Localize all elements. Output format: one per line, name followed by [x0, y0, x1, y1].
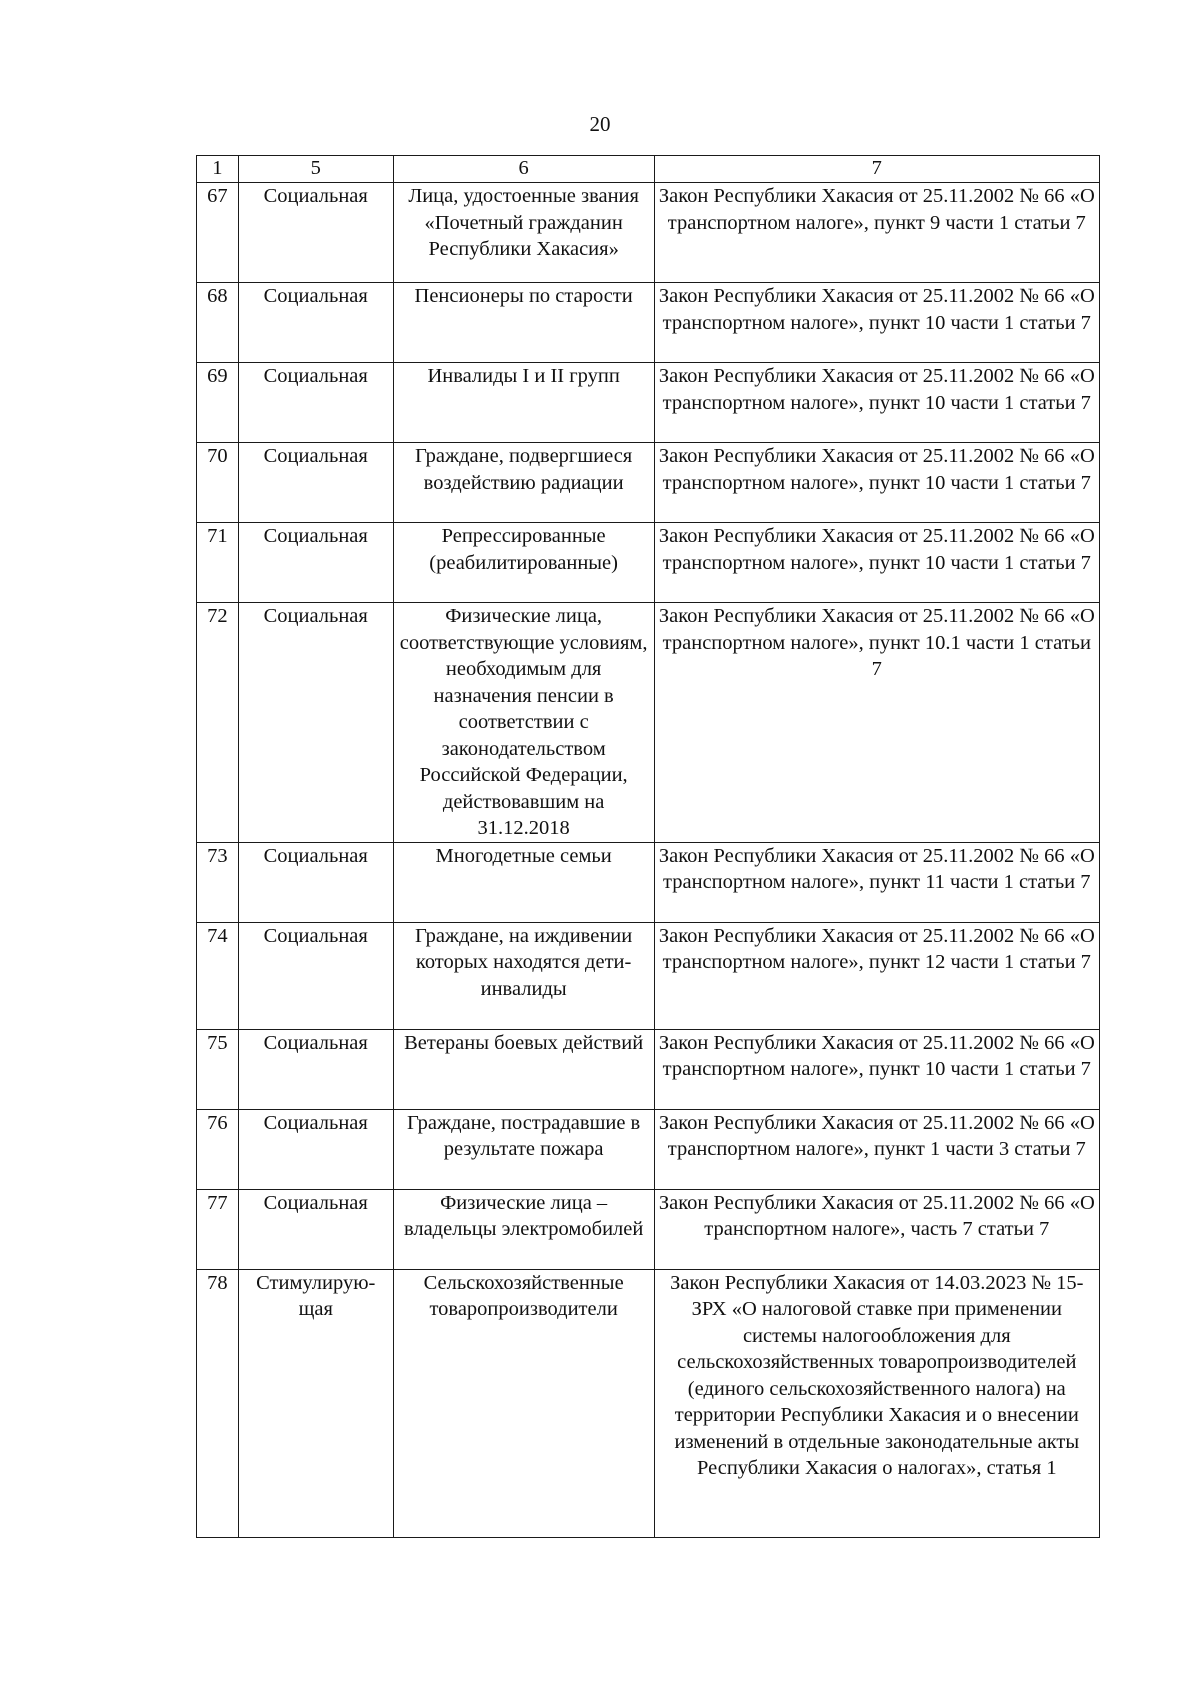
legal-basis-cell: Закон Республики Хакасия от 25.11.2002 № 66 «О транспортном налоге», пункт 10 части 1 статьи 7: [654, 363, 1099, 443]
legal-basis-cell: Закон Республики Хакасия от 25.11.2002 № 66 «О транспортном налоге», пункт 1 части 3 статьи 7: [654, 1109, 1099, 1189]
legal-basis-cell: Закон Республики Хакасия от 25.11.2002 № 66 «О транспортном налоге», пункт 11 части 1 статьи 7: [654, 842, 1099, 922]
table-header-row: [197, 156, 1100, 183]
row-number-cell: 72: [197, 603, 239, 843]
table-row: [197, 603, 1100, 843]
row-number-cell: 73: [197, 842, 239, 922]
row-number-cell: 78: [197, 1269, 239, 1537]
row-number-cell: 68: [197, 283, 239, 363]
table-row: [197, 183, 1100, 283]
benefits-table: [196, 155, 1100, 1538]
beneficiaries-cell: Граждане, на иждивении которых находятся дети-инвалиды: [393, 922, 654, 1029]
page-number: 20: [589, 112, 611, 136]
benefit-type-cell: Социальная: [238, 1029, 393, 1109]
table-row: [197, 1029, 1100, 1109]
legal-basis-cell: Закон Республики Хакасия от 25.11.2002 № 66 «О транспортном налоге», пункт 10 части 1 статьи 7: [654, 283, 1099, 363]
beneficiaries-cell: Пенсионеры по старости: [393, 283, 654, 363]
legal-basis-cell: Закон Республики Хакасия от 25.11.2002 № 66 «О транспортном налоге», пункт 10 части 1 статьи 7: [654, 1029, 1099, 1109]
benefit-type-cell: Социальная: [238, 603, 393, 843]
beneficiaries-cell: Лица, удостоенные звания «Почетный гражданин Республики Хакасия»: [393, 183, 654, 283]
legal-basis-cell: Закон Республики Хакасия от 25.11.2002 № 66 «О транспортном налоге», пункт 10 части 1 статьи 7: [654, 523, 1099, 603]
row-number-cell: 69: [197, 363, 239, 443]
legal-basis-cell: Закон Республики Хакасия от 25.11.2002 № 66 «О транспортном налоге», часть 7 статьи 7: [654, 1189, 1099, 1269]
row-number-cell: 70: [197, 443, 239, 523]
table-row: [197, 443, 1100, 523]
beneficiaries-cell: Ветераны боевых действий: [393, 1029, 654, 1109]
table-row: [197, 842, 1100, 922]
beneficiaries-cell: Сельскохозяйственные товаропроизводители: [393, 1269, 654, 1537]
row-number-cell: 67: [197, 183, 239, 283]
column-header-beneficiaries: 6: [393, 156, 654, 183]
benefit-type-cell: Социальная: [238, 1109, 393, 1189]
table-row: [197, 1189, 1100, 1269]
column-header-legal-basis: 7: [654, 156, 1099, 183]
column-header-benefit-type: 5: [238, 156, 393, 183]
legal-basis-cell: Закон Республики Хакасия от 25.11.2002 № 66 «О транспортном налоге», пункт 10 части 1 статьи 7: [654, 443, 1099, 523]
benefit-type-cell: Социальная: [238, 523, 393, 603]
row-number-cell: 74: [197, 922, 239, 1029]
row-number-cell: 76: [197, 1109, 239, 1189]
legal-basis-cell: Закон Республики Хакасия от 25.11.2002 № 66 «О транспортном налоге», пункт 12 части 1 статьи 7: [654, 922, 1099, 1029]
row-number-cell: 75: [197, 1029, 239, 1109]
table-row: [197, 523, 1100, 603]
table-row: [197, 1109, 1100, 1189]
legal-basis-cell: Закон Республики Хакасия от 14.03.2023 № 15-ЗРХ «О налоговой ставке при применении системы налогообложения для сельскохозяйственных товаропроизводителей (единого сельскохозяйственного налога) на территории Республики Хакасия и о внесении изменений в отдельные законодательные акты Республики Хакасия о налогах», статья 1: [654, 1269, 1099, 1537]
beneficiaries-cell: Граждане, подвергшиеся воздействию радиации: [393, 443, 654, 523]
legal-basis-cell: Закон Республики Хакасия от 25.11.2002 № 66 «О транспортном налоге», пункт 10.1 части 1 статьи 7: [654, 603, 1099, 843]
beneficiaries-cell: Физические лица – владельцы электромобилей: [393, 1189, 654, 1269]
legal-basis-cell: Закон Республики Хакасия от 25.11.2002 № 66 «О транспортном налоге», пункт 9 части 1 статьи 7: [654, 183, 1099, 283]
benefit-type-cell: Социальная: [238, 842, 393, 922]
table-row: [197, 283, 1100, 363]
benefit-type-cell: Социальная: [238, 922, 393, 1029]
row-number-cell: 71: [197, 523, 239, 603]
beneficiaries-cell: Инвалиды I и II групп: [393, 363, 654, 443]
beneficiaries-cell: Репрессированные (реабилитированные): [393, 523, 654, 603]
column-header-number: 1: [197, 156, 239, 183]
benefit-type-cell: Социальная: [238, 1189, 393, 1269]
row-number-cell: 77: [197, 1189, 239, 1269]
table-row: [197, 363, 1100, 443]
benefit-type-cell: Социальная: [238, 363, 393, 443]
benefit-type-cell: Стимулирую-щая: [238, 1269, 393, 1537]
benefit-type-cell: Социальная: [238, 183, 393, 283]
benefit-type-cell: Социальная: [238, 443, 393, 523]
benefit-type-cell: Социальная: [238, 283, 393, 363]
beneficiaries-cell: Многодетные семьи: [393, 842, 654, 922]
beneficiaries-cell: Граждане, пострадавшие в результате пожара: [393, 1109, 654, 1189]
table-row: [197, 1269, 1100, 1537]
table-row: [197, 922, 1100, 1029]
beneficiaries-cell: Физические лица, соответствующие условиям, необходимым для назначения пенсии в соответствии с законодательством Российской Федерации, действовавшим на 31.12.2018: [393, 603, 654, 843]
